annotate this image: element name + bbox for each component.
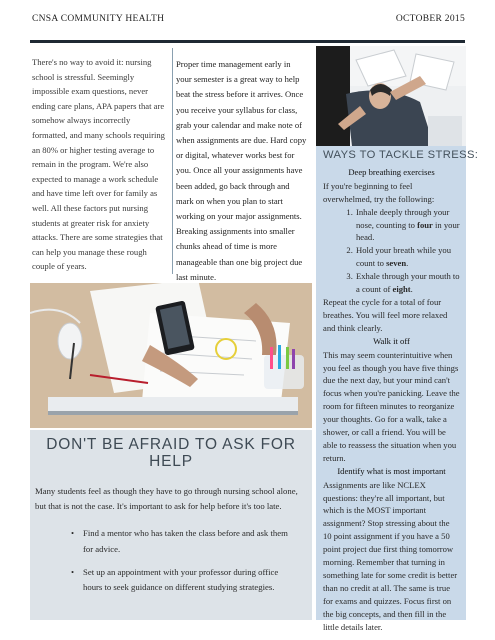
breathing-step: 2. Hold your breath while you count to seven. [355,244,460,270]
important-body: Assignments are like NCLEX questions: they're all important, but which is the MOST important assignment? Stop stressing about the 10 point assignment if you have a 50 point project due first thing tomorrow morning. Remember that turning in something late for some credit is better than no credit at all. The same is true for exams and quizzes. Focus first on the big concepts, and then fill in the little details later. [323,479,458,632]
walk-heading: Walk it off [373,335,410,346]
breathing-outro: Repeat the cycle for a total of four breathes. You will feel more relaxed and think clearly. [323,296,448,333]
help-bullet: • Find a mentor who has taken the class before and ask them for advice. [83,526,302,556]
breathing-steps [323,206,460,296]
stress-tips-sidebar [316,146,479,632]
stressed-person-photo [316,46,466,146]
intro-paragraph: There's no way to avoid it: nursing school is stressful. Seemingly impossible exam questions, never ending care plans, APA papers that are somehow always incorrectly formatted, and many schools requiring an 80% or higher testing average to remain in the program. We're also expected to manage a work schedule and have time left over for family as well. All these factors put nursing students at greater risk for anxiety attacks. There are some strategies that can help you manage these rough couple of years. [32,57,165,272]
ask-for-help-section [30,430,312,620]
breathing-step: 3. Exhale through your mouth to a count of eight. [355,270,460,296]
help-bullet-list [35,526,302,595]
time-management-paragraph: Proper time management early in your semester is a great way to help beat the stress before it arrives. Once you receive your syllabus for class, grab your calendar and make note of when assignments are due. Hard copy or digital, whatever works best for you. Once all your assignments have been added, go back through and mark on when you plan to start working on your major assignments. Breaking assignments into smaller chunks ahead of time is more manageable than one big project due last minute. [176,59,307,282]
walk-body: This may seem counterintuitive when you feel as though you have five things due the next day, but your mind can't focus when you're panicking. Leave the room for fifteen minutes to reorganize your thoughts. Go for a walk, take a shower, or call a friend. You will be able to reassess the situation when you return. [323,349,460,463]
column-divider [172,48,173,274]
header-rule [30,40,465,43]
breathing-intro: If you're beginning to feel overwhelmed, try the following: [323,180,435,204]
help-paragraph: Many students feel as though they have to go through nursing school alone, but that is not the case. It's important to ask for help before it's too late. [35,486,298,512]
breathing-step: 1. Inhale deeply through your nose, counting to four in your head. [355,206,460,245]
desk-workspace-photo [30,283,312,428]
important-heading: Identify what is most important [337,465,446,476]
issue-date: OCTOBER 2015 [395,14,465,24]
breathing-heading: Deep breathing exercises [348,166,435,177]
help-bullet: • Set up an appointment with your professor during office hours to seek guidance on different studying strategies. [83,565,302,595]
newsletter-name: CNSA COMMUNITY HEALTH [32,14,165,24]
help-title: DON'T BE AFRAID TO ASK FOR HELP [46,436,296,470]
sidebar-title: WAYS TO TACKLE STRESS: [323,149,479,161]
